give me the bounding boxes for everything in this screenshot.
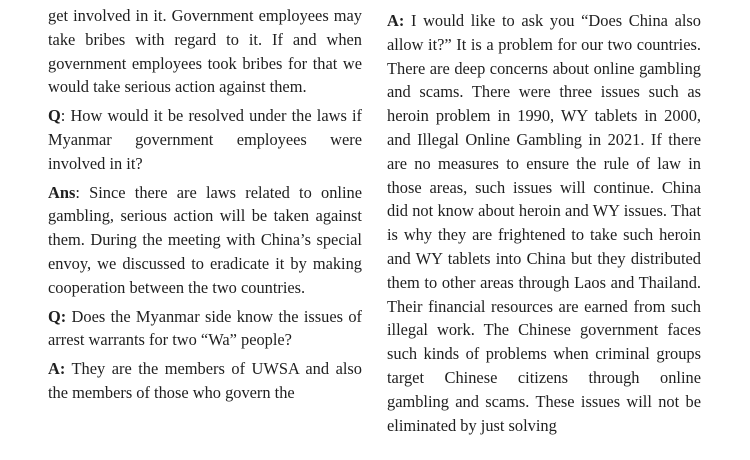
paragraph-continuation: get involved in it. Government employees may take bribes with regard to it. If and when government employees took bribes for that we would take serious action against them.: [48, 6, 362, 97]
question-label: Q: [48, 106, 61, 126]
answer-paragraph: [48, 181, 362, 300]
question-text: Does the Myanmar side know the issues of arrest warrants for two “Wa” people?: [48, 306, 362, 350]
question-paragraph: [48, 104, 362, 175]
question-paragraph: [48, 305, 362, 353]
answer-text: I would like to ask you “Does China also allow it?” It is a problem for our two countries. There are deep concerns about online gambling and scams. There were three issues such as heroin problem in 1990, WY tablets in 2000, and Illegal Online Gambling in 2021. If there are no measures to ensure the rule of law in those areas, such issues will continue. China did not know about heroin and WY issues. That is why they are frightened to take such heroin and WY tablets into China but they distributed them to other areas through Laos and Thailand. Their financial resources are earned from such illegal work. The Chinese government faces such kinds of problems when criminal groups target Chinese citizens through online gambling and scams. These issues will not be eliminated by just solving: [387, 11, 701, 435]
answer-paragraph: [48, 357, 362, 405]
answer-label: A:: [48, 359, 66, 379]
answer-text: : Since there are laws related to online gambling, serious action will be taken against them. During the meeting with China’s special envoy, we discussed to eradicate it by making cooperation between the two countries.: [48, 182, 362, 297]
question-label: Q:: [48, 306, 67, 326]
answer-paragraph: [387, 9, 701, 437]
answer-text: They are the members of UWSA and also the members of those who govern the: [48, 359, 362, 402]
answer-label: A:: [387, 11, 405, 30]
answer-label: Ans: [48, 182, 76, 202]
question-text: : How would it be resolved under the laws if Myanmar government employees were involved in it?: [48, 106, 362, 173]
left-column: [48, 4, 362, 405]
right-column: [387, 9, 701, 437]
